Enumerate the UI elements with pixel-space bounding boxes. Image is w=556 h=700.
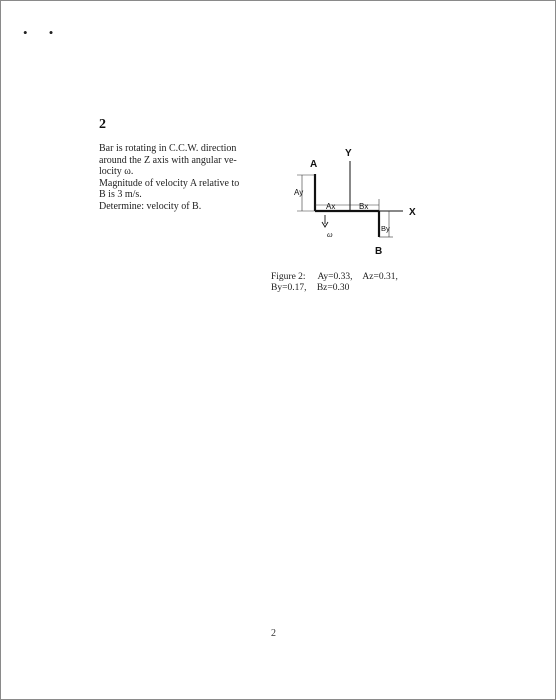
problem-line: Determine: velocity of B. [99, 200, 202, 212]
caption-label: Figure 2: [271, 272, 306, 282]
problem-line: Bar is rotating in C.C.W. direction [99, 143, 237, 154]
label-y: Y [345, 148, 352, 159]
label-omega: ω [327, 230, 333, 239]
problem-line: B is 3 m/s. [99, 189, 142, 201]
label-a: A [310, 159, 318, 170]
caption-by: By=0.17, [271, 283, 307, 293]
problem-line: Magnitude of velocity A relative to [99, 177, 240, 189]
label-ay: Ay [294, 188, 304, 197]
caption-az: Az=0.31, [362, 272, 398, 282]
figure-caption [271, 272, 471, 294]
bar-diagram [281, 141, 441, 261]
label-x: X [409, 207, 416, 218]
label-ax: Ax [326, 202, 336, 211]
caption-ay: Ay=0.33, [317, 272, 353, 282]
problem-line: around the Z axis with angular ve- [99, 154, 237, 166]
label-by: By [381, 224, 390, 233]
problem-statement [99, 143, 269, 213]
problem-line: locity ω. [99, 166, 134, 178]
label-bx: Bx [359, 202, 369, 211]
label-b: B [375, 246, 383, 257]
page-number: 2 [271, 628, 276, 639]
caption-bz: Bz=0.30 [316, 283, 350, 293]
header-marks: • • [23, 25, 63, 40]
question-number: 2 [99, 117, 106, 132]
